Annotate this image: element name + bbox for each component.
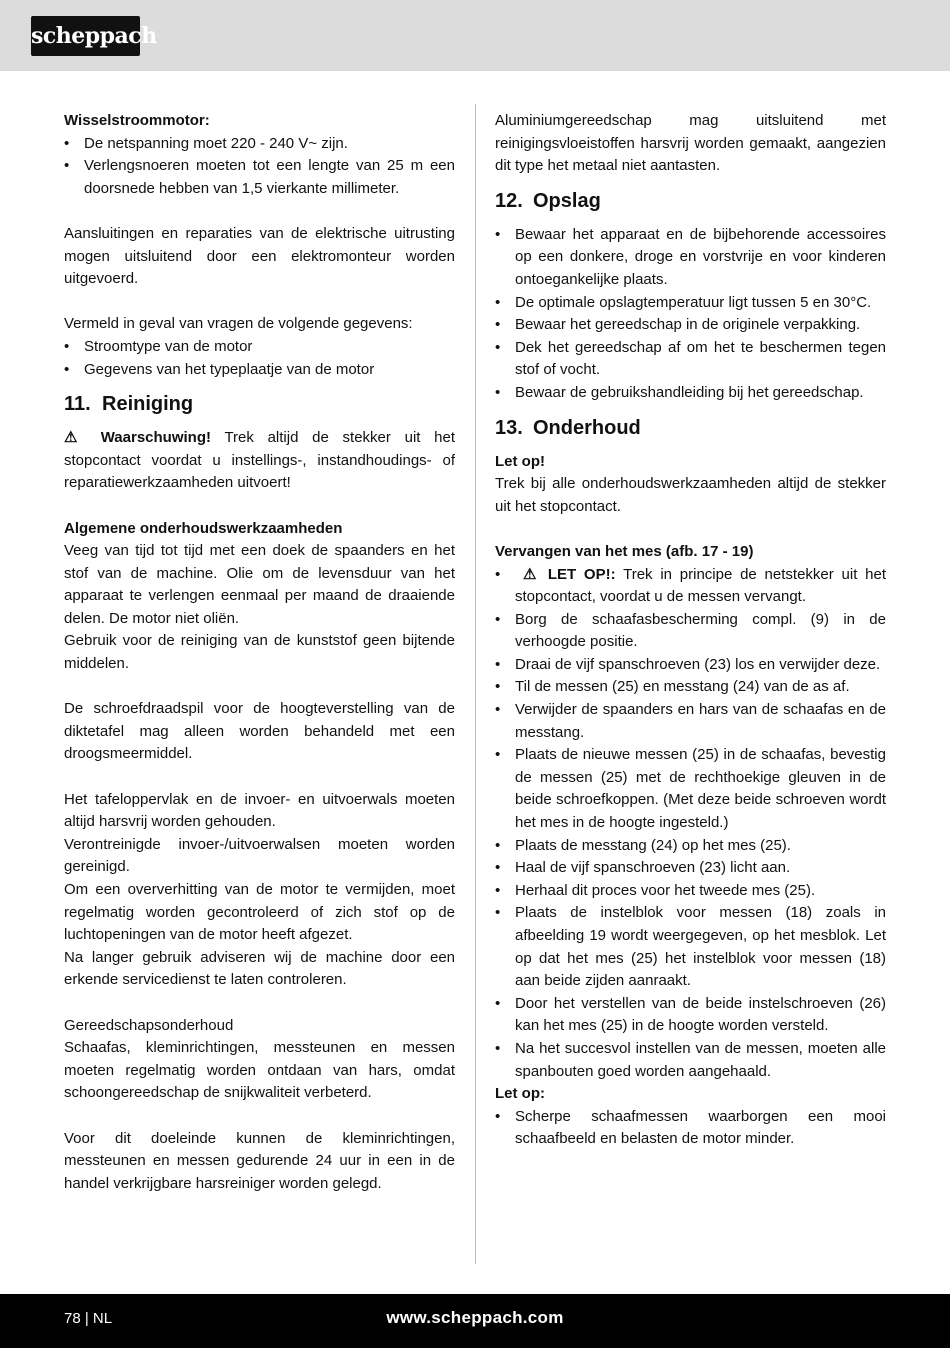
section-11-heading [64,381,455,427]
list-item: • Verwijder de spaanders en hars van de schaafas en de messtang. [495,699,886,744]
gereedschapsonderhoud-paragraph: Schaafas, kleminrichtingen, messteunen en messen moeten regelmatig worden ontdaan van hars, omdat schoongereedschap de snijkwaliteit verbeterd. [64,1039,455,1102]
header-bar [0,0,950,71]
right-column [495,110,886,1151]
section-number: 13. [495,416,523,439]
list-item: • Bewaar het apparaat en de bijbehorende accessoires op een donkere, droge en vorstvrije en voor kinderen ontoegankelijke plaats. [495,224,886,292]
list-item: • Dek het gereedschap af om het te beschermen tegen stof of vocht. [495,337,886,382]
opslag-list [495,224,886,405]
let-op-heading: Let op! [495,452,545,470]
wissel-list [64,133,455,201]
list-item: • De netspanning moet 220 - 240 V~ zijn. [64,133,455,156]
section-number: 12. [495,189,523,212]
algemene-heading: Algemene onderhoudswerkzaamheden [64,519,343,537]
list-item: • Bewaar het gereedschap in de originele verpakking. [495,314,886,337]
aluminium-paragraph: Aluminiumgereedschap mag uitsluitend met reinigingsvloeistoffen harsvrij worden gemaakt, aangezien dit type het metaal niet aantasten. [495,112,886,175]
warning-text: Trek altijd de stekker uit het stopcontact voordat u instellings-, instandhoudings- of reparatiewerkzaamheden uitvoert! [64,429,455,492]
wisselstroommotor-heading: Wisselstroommotor: [64,112,210,129]
section-number: 11. [64,393,91,416]
warning-paragraph [64,427,455,495]
schroefdraadspil-paragraph: De schroefdraadspil voor de hoogteverstelling van de diktetafel mag alleen worden behandeld met een droogsmeermiddel. [64,700,455,763]
list-item: • Plaats de messtang (24) op het mes (25). [495,835,886,858]
let-op-2-heading: Let op: [495,1085,545,1103]
tafel-paragraph-2: Verontreinigde invoer-/uitvoerwalsen moeten worden gereinigd. [64,835,455,876]
list-item: • Herhaal dit proces voor het tweede mes (25). [495,880,886,903]
tafel-paragraph-1: Het tafeloppervlak en de invoer- en uitvoerwals moeten altijd harsvrij worden gehouden. [64,790,455,831]
list-item: • Gegevens van het typeplaatje van de motor [64,359,455,382]
tafel-paragraph-4: Na langer gebruik adviseren wij de machine door een erkende servicedienst te laten controleren. [64,948,455,989]
let-op-paragraph: Trek bij alle onderhoudswerkzaamheden altijd de stekker uit het stopcontact. [495,475,886,515]
footer-bar [0,1294,950,1348]
warning-label: ⚠ Waarschuwing! [64,429,211,447]
algemene-paragraph-2: Gebruik voor de reiniging van de kunststof geen bijtende middelen. [64,632,455,673]
scheppach-logo: scheppach [31,16,140,56]
algemene-paragraph-1: Veeg van tijd tot tijd met een doek de spaanders en het stof van de machine. Olie om de levensduur van het apparaat te verlengen eenmaal per maand de draaiende delen. De motor niet oliën. [64,542,455,627]
list-item: • Scherpe schaafmessen waarborgen een mooi schaafbeeld en belasten de motor minder. [495,1106,886,1151]
section-12-heading [495,178,886,224]
list-item: • Haal de vijf spanschroeven (23) licht aan. [495,857,886,880]
aansluitingen-paragraph: Aansluitingen en reparaties van de elektrische uitrusting mogen uitsluitend door een elektromonteur worden uitgevoerd. [64,224,455,288]
gereedschapsonderhoud-heading: Gereedschapsonderhoud [64,1016,234,1034]
list-item: • Bewaar de gebruikshandleiding bij het gereedschap. [495,382,886,405]
section-title: Reiniging [102,393,194,416]
website-link[interactable]: www.scheppach.com [386,1308,564,1327]
vermeld-list [64,336,455,381]
list-item: • Plaats de instelblok voor messen (18) zoals in afbeelding 19 wordt weergegeven, op het mesblok. Let op dat het mes (25) het instelblok voor messen (18) aan beide zijden aanraakt. [495,902,886,992]
warning-label: ⚠ LET OP!: [523,565,616,583]
vervangen-list [495,564,886,1084]
list-item: • Til de messen (25) en messtang (24) van de as af. [495,676,886,699]
warning-text: Trek in principe de netstekker uit het stopcontact, voordat u de messen vervangt. [515,565,886,606]
list-item: • Verlengsnoeren moeten tot een lengte van 25 m een doorsnede hebben van 1,5 vierkante millimeter. [64,155,455,200]
list-item: • De optimale opslagtemperatuur ligt tussen 5 en 30°C. [495,292,886,315]
left-column [64,110,455,1195]
list-item: • Draai de vijf spanschroeven (23) los en verwijder deze. [495,654,886,677]
tafel-paragraph-3: Om een oververhitting van de motor te vermijden, moet regelmatig worden gecontroleerd of zich stof op de luchtopeningen van de motor heeft afgezet. [64,881,455,944]
section-13-heading [495,405,886,451]
vervangen-heading: Vervangen van het mes (afb. 17 - 19) [495,542,754,560]
list-item: • Stroomtype van de motor [64,336,455,359]
column-divider [475,104,476,1264]
section-title: Opslag [533,189,601,212]
page-number: 78 | NL [64,1310,113,1327]
list-item: • Plaats de nieuwe messen (25) in de schaafas, bevestig de messen (25) met de rechthoekige gleuven in de beide schroefkoppen. (Met deze beide schroeven wordt het mes in de hoogte ingesteld.) [495,744,886,834]
vermeld-paragraph: Vermeld in geval van vragen de volgende gegevens: [64,315,413,333]
let-op-2-list [495,1106,886,1151]
section-title: Onderhoud [533,416,641,439]
list-item-warning [495,564,886,609]
list-item: • Na het succesvol instellen van de messen, moeten alle spanbouten goed worden aangehaald. [495,1038,886,1083]
list-item: • Door het verstellen van de beide instelschroeven (26) kan het mes (25) in de hoogte worden versteld. [495,993,886,1038]
list-item: • Borg de schaafasbescherming compl. (9) in de verhoogde positie. [495,609,886,654]
doeleinde-paragraph: Voor dit doeleinde kunnen de kleminrichtingen, messteunen en messen gedurende 24 uur in een in de handel verkrijgbare harsreiniger worden gelegd. [64,1129,455,1192]
